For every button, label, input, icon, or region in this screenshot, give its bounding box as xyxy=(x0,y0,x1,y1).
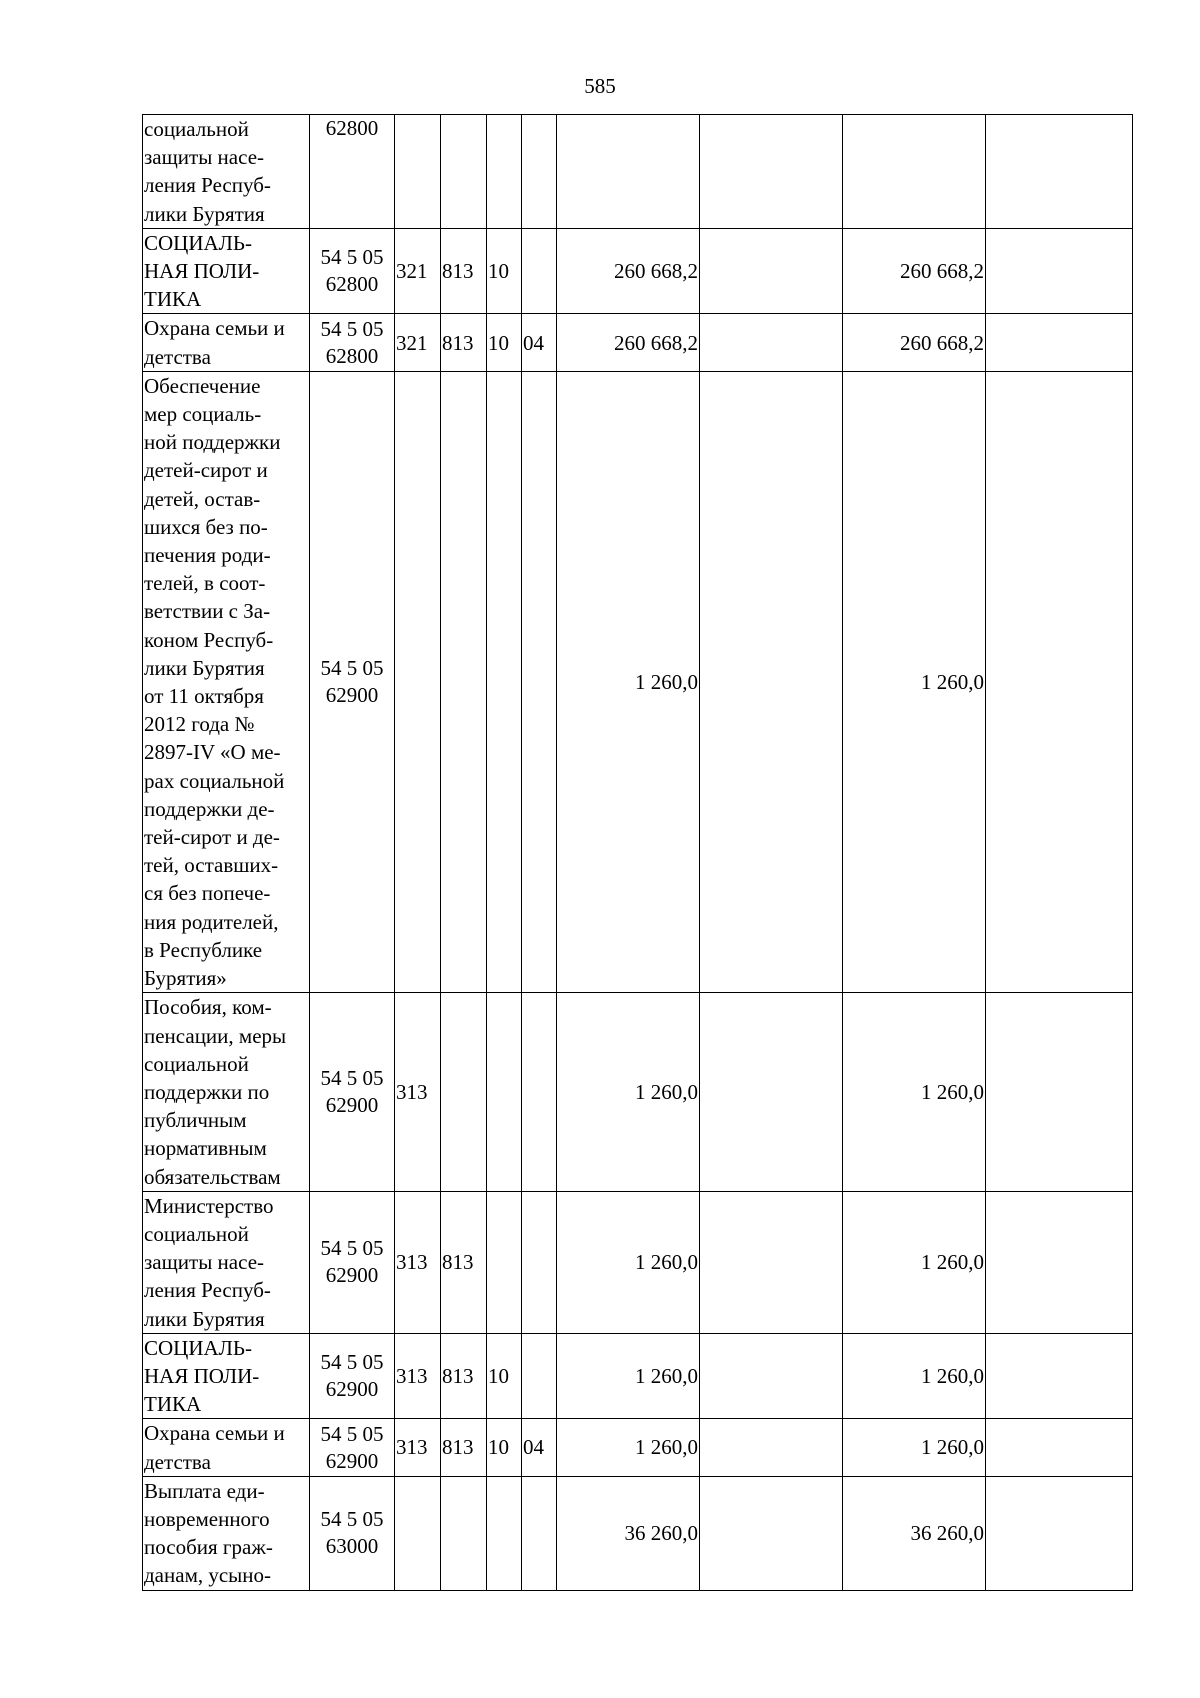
cell-section: 10 xyxy=(487,1419,522,1476)
target-article-line: 54 5 05 xyxy=(320,316,384,341)
cell-name xyxy=(143,1191,310,1333)
cell-sum-2 xyxy=(700,314,843,371)
name-line: ветствии с За- xyxy=(144,599,271,624)
name-line: в Республике xyxy=(144,937,263,962)
name-line: Выплата еди- xyxy=(144,1478,265,1503)
page-number: 585 xyxy=(584,74,616,98)
cell-ministry-code xyxy=(441,115,487,229)
name-line: телей, в соот- xyxy=(144,571,266,596)
name-line: Охрана семьи и xyxy=(144,316,285,341)
target-article-line: 62800 xyxy=(325,272,379,297)
cell-name xyxy=(143,115,310,229)
target-article-line: 54 5 05 xyxy=(320,1507,384,1532)
table-row xyxy=(143,1419,1133,1476)
cell-sum-1: 36 260,0 xyxy=(557,1476,700,1590)
table-row xyxy=(143,115,1133,229)
cell-target-article xyxy=(310,371,395,992)
cell-section xyxy=(487,1191,522,1333)
target-article-line: 62800 xyxy=(325,116,379,140)
name-line: поддержки по xyxy=(144,1079,270,1104)
cell-ministry-code: 813 xyxy=(441,1191,487,1333)
name-line: пенсации, меры xyxy=(144,1023,287,1048)
cell-sum-3: 1 260,0 xyxy=(843,1333,986,1419)
cell-ministry-code: 813 xyxy=(441,1333,487,1419)
cell-name xyxy=(143,371,310,992)
table-row xyxy=(143,1333,1133,1419)
cell-subsection: 04 xyxy=(522,314,557,371)
cell-sum-4 xyxy=(986,1419,1133,1476)
target-article-line: 62900 xyxy=(325,1093,379,1117)
cell-sum-4 xyxy=(986,314,1133,371)
cell-sum-3: 36 260,0 xyxy=(843,1476,986,1590)
cell-sum-4 xyxy=(986,371,1133,992)
name-line: коном Респуб- xyxy=(144,627,274,652)
cell-subsection xyxy=(522,115,557,229)
name-line: лики Бурятия xyxy=(144,201,265,226)
name-line: лики Бурятия xyxy=(144,1306,265,1331)
target-article-line: 54 5 05 xyxy=(320,656,384,681)
name-line: социальной xyxy=(144,1221,249,1246)
cell-sum-2 xyxy=(700,1191,843,1333)
cell-sum-1: 1 260,0 xyxy=(557,1333,700,1419)
cell-sum-2 xyxy=(700,228,843,314)
cell-section xyxy=(487,993,522,1191)
name-line: от 11 октября xyxy=(144,684,264,709)
cell-sum-3: 260 668,2 xyxy=(843,228,986,314)
name-line: детей, остав- xyxy=(144,486,261,511)
cell-target-article xyxy=(310,314,395,371)
cell-section xyxy=(487,115,522,229)
name-line: тей, оставших- xyxy=(144,853,279,878)
name-line: ся без попече- xyxy=(144,881,271,906)
name-line: Бурятия» xyxy=(144,966,227,991)
name-line: шихся без по- xyxy=(144,514,268,539)
target-article-line: 54 5 05 xyxy=(320,1421,384,1446)
cell-subsection xyxy=(522,1333,557,1419)
target-article-line: 54 5 05 xyxy=(320,1350,384,1375)
cell-sum-4 xyxy=(986,1191,1133,1333)
cell-sum-1: 260 668,2 xyxy=(557,228,700,314)
name-line: защиты насе- xyxy=(144,1250,265,1275)
cell-expense-type xyxy=(395,371,441,992)
name-line: ной поддержки xyxy=(144,430,281,455)
cell-sum-4 xyxy=(986,1476,1133,1590)
name-line: поддержки де- xyxy=(144,796,275,821)
cell-sum-2 xyxy=(700,371,843,992)
cell-sum-4 xyxy=(986,228,1133,314)
table-row xyxy=(143,228,1133,314)
cell-section: 10 xyxy=(487,228,522,314)
name-line: СОЦИАЛЬ- xyxy=(144,1335,252,1360)
cell-target-article xyxy=(310,1333,395,1419)
cell-target-article xyxy=(310,1476,395,1590)
name-line: Министерство xyxy=(144,1193,274,1218)
cell-target-article xyxy=(310,228,395,314)
cell-section: 10 xyxy=(487,314,522,371)
cell-ministry-code xyxy=(441,371,487,992)
name-line: Пособия, ком- xyxy=(144,995,272,1020)
name-line: защиты насе- xyxy=(144,145,265,170)
table-row xyxy=(143,1191,1133,1333)
cell-name xyxy=(143,1333,310,1419)
cell-subsection xyxy=(522,1476,557,1590)
cell-expense-type: 313 xyxy=(395,1333,441,1419)
cell-name xyxy=(143,314,310,371)
cell-subsection: 04 xyxy=(522,1419,557,1476)
cell-sum-3: 1 260,0 xyxy=(843,1419,986,1476)
name-line: СОЦИАЛЬ- xyxy=(144,230,252,255)
name-line: печения роди- xyxy=(144,543,271,568)
cell-subsection xyxy=(522,993,557,1191)
cell-expense-type: 321 xyxy=(395,228,441,314)
target-article-line: 62900 xyxy=(325,1448,379,1473)
cell-section xyxy=(487,371,522,992)
name-line: ТИКА xyxy=(144,287,202,312)
name-line: пособия граж- xyxy=(144,1535,273,1560)
cell-expense-type: 313 xyxy=(395,1191,441,1333)
cell-sum-2 xyxy=(700,115,843,229)
target-article-line: 62900 xyxy=(325,683,379,708)
name-line: тей-сирот и де- xyxy=(144,825,280,850)
cell-ministry-code xyxy=(441,1476,487,1590)
name-line: социальной xyxy=(144,117,249,141)
name-line: ления Респуб- xyxy=(144,1278,271,1303)
table-row xyxy=(143,371,1133,992)
cell-ministry-code: 813 xyxy=(441,1419,487,1476)
target-article-line: 62900 xyxy=(325,1377,379,1402)
name-line: ния родителей, xyxy=(144,909,279,934)
target-article-line: 62900 xyxy=(325,1263,379,1288)
table-row xyxy=(143,314,1133,371)
cell-ministry-code: 813 xyxy=(441,228,487,314)
cell-expense-type xyxy=(395,115,441,229)
target-article-line: 54 5 05 xyxy=(320,1066,384,1090)
cell-sum-1: 1 260,0 xyxy=(557,1191,700,1333)
cell-name xyxy=(143,1419,310,1476)
cell-name xyxy=(143,993,310,1191)
cell-sum-1: 1 260,0 xyxy=(557,371,700,992)
name-line: НАЯ ПОЛИ- xyxy=(144,259,260,284)
cell-sum-4 xyxy=(986,1333,1133,1419)
cell-expense-type: 321 xyxy=(395,314,441,371)
name-line: новременного xyxy=(144,1506,270,1531)
cell-sum-3: 260 668,2 xyxy=(843,314,986,371)
cell-sum-1: 1 260,0 xyxy=(557,993,700,1191)
name-line: публичным xyxy=(144,1108,247,1133)
cell-section: 10 xyxy=(487,1333,522,1419)
cell-sum-3: 1 260,0 xyxy=(843,1191,986,1333)
target-article-line: 63000 xyxy=(325,1534,379,1559)
name-line: мер социаль- xyxy=(144,402,262,427)
cell-expense-type xyxy=(395,1476,441,1590)
cell-sum-1: 260 668,2 xyxy=(557,314,700,371)
name-line: детей-сирот и xyxy=(144,458,268,483)
name-line: данам, усыно- xyxy=(144,1563,272,1588)
name-line: обязательствам xyxy=(144,1164,281,1189)
cell-subsection xyxy=(522,1191,557,1333)
name-line: нормативным xyxy=(144,1136,267,1161)
name-line: Обеспечение xyxy=(144,373,261,398)
name-line: ТИКА xyxy=(144,1392,202,1417)
cell-sum-1: 1 260,0 xyxy=(557,1419,700,1476)
name-line: социальной xyxy=(144,1051,249,1076)
cell-sum-2 xyxy=(700,1333,843,1419)
table-row xyxy=(143,993,1133,1191)
name-line: детства xyxy=(144,1449,211,1474)
name-line: ления Респуб- xyxy=(144,173,271,198)
cell-target-article xyxy=(310,1191,395,1333)
cell-subsection xyxy=(522,228,557,314)
target-article-line: 62800 xyxy=(325,343,379,368)
cell-expense-type: 313 xyxy=(395,1419,441,1476)
name-line: рах социальной xyxy=(144,768,285,793)
budget-table xyxy=(142,114,1133,1591)
cell-sum-3: 1 260,0 xyxy=(843,993,986,1191)
cell-sum-2 xyxy=(700,1419,843,1476)
cell-ministry-code: 813 xyxy=(441,314,487,371)
target-article-line: 54 5 05 xyxy=(320,1236,384,1261)
cell-sum-4 xyxy=(986,115,1133,229)
cell-sum-1 xyxy=(557,115,700,229)
target-article-line: 54 5 05 xyxy=(320,245,384,270)
name-line: 2897-IV «О ме- xyxy=(144,740,281,765)
name-line: НАЯ ПОЛИ- xyxy=(144,1363,260,1388)
cell-name xyxy=(143,228,310,314)
cell-section xyxy=(487,1476,522,1590)
cell-target-article xyxy=(310,1419,395,1476)
cell-target-article xyxy=(310,115,395,229)
cell-sum-2 xyxy=(700,1476,843,1590)
name-line: 2012 года № xyxy=(144,712,255,737)
table-body xyxy=(143,115,1133,1591)
cell-sum-3: 1 260,0 xyxy=(843,371,986,992)
cell-name xyxy=(143,1476,310,1590)
name-line: детства xyxy=(144,344,211,369)
cell-subsection xyxy=(522,371,557,992)
name-line: Охрана семьи и xyxy=(144,1421,285,1446)
cell-ministry-code xyxy=(441,993,487,1191)
cell-sum-4 xyxy=(986,993,1133,1191)
cell-sum-3 xyxy=(843,115,986,229)
cell-target-article xyxy=(310,993,395,1191)
name-line: лики Бурятия xyxy=(144,655,265,680)
cell-sum-2 xyxy=(700,993,843,1191)
cell-expense-type: 313 xyxy=(395,993,441,1191)
table-row xyxy=(143,1476,1133,1590)
